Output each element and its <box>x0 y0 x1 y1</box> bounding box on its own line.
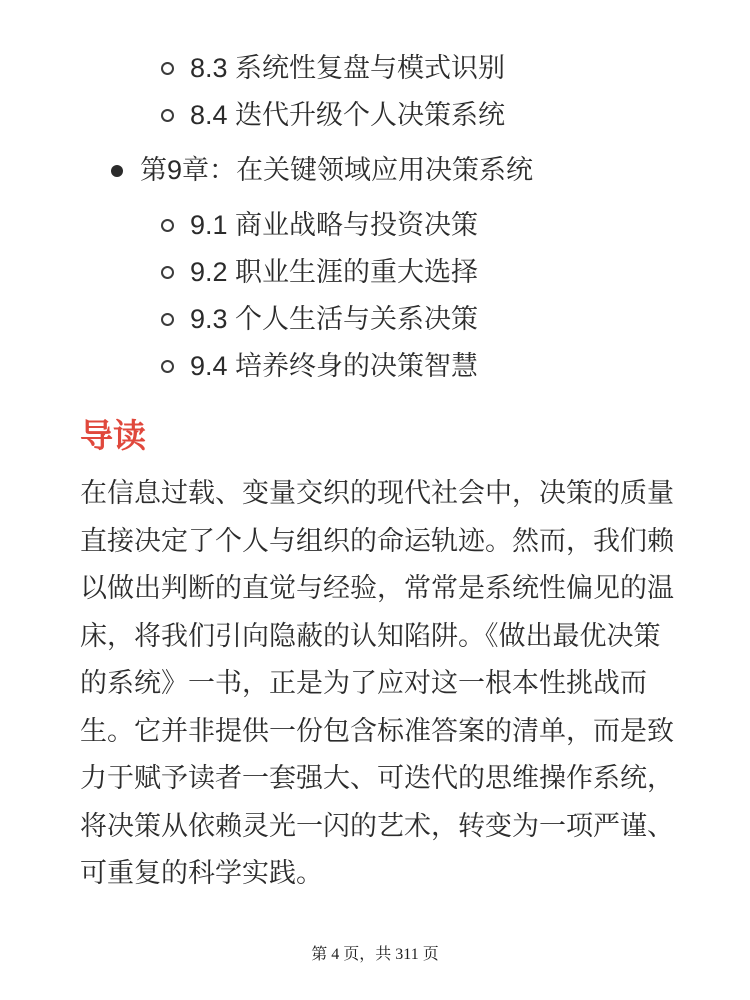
hollow-bullet-icon <box>161 219 174 232</box>
toc-list <box>0 0 750 390</box>
hollow-bullet-icon <box>161 266 174 279</box>
toc-item <box>0 296 750 343</box>
hollow-bullet-icon <box>161 109 174 122</box>
toc-item <box>0 147 750 194</box>
page-number-indicator: 第 4 页，共 311 页 <box>311 946 439 963</box>
hollow-bullet-icon <box>161 313 174 326</box>
section-heading: 导读 <box>80 417 146 454</box>
toc-item-label: 8.3 系统性复盘与模式识别 <box>190 53 506 83</box>
toc-item-label: 9.3 个人生活与关系决策 <box>190 304 479 334</box>
toc-item-label: 8.4 迭代升级个人决策系统 <box>190 100 506 130</box>
toc-item <box>0 343 750 390</box>
toc-item-label: 9.4 培养终身的决策智慧 <box>190 351 479 381</box>
toc-item-label: 第9章：在关键领域应用决策系统 <box>140 155 534 185</box>
hollow-bullet-icon <box>161 62 174 75</box>
toc-item <box>0 202 750 249</box>
toc-item <box>0 45 750 92</box>
hollow-bullet-icon <box>161 360 174 373</box>
toc-item-label: 9.1 商业战略与投资决策 <box>190 210 479 240</box>
toc-item <box>0 249 750 296</box>
toc-item-label: 9.2 职业生涯的重大选择 <box>190 257 479 287</box>
toc-item <box>0 92 750 139</box>
body-paragraph: 在信息过载、变量交织的现代社会中，决策的质量直接决定了个人与组织的命运轨迹。然而，我们赖以做出判断的直觉与经验，常常是系统性偏见的温床，将我们引向隐蔽的认知陷阱。《做出最优决策的系统》一书，正是为了应对这一根本性挑战而生。它并非提供一份包含标准答案的清单，而是致力于赋予读者一套强大、可迭代的思维操作系统，将决策从依赖灵光一闪的艺术，转变为一项严谨、可重复的科学实践。 <box>80 478 674 888</box>
filled-bullet-icon <box>111 165 123 177</box>
